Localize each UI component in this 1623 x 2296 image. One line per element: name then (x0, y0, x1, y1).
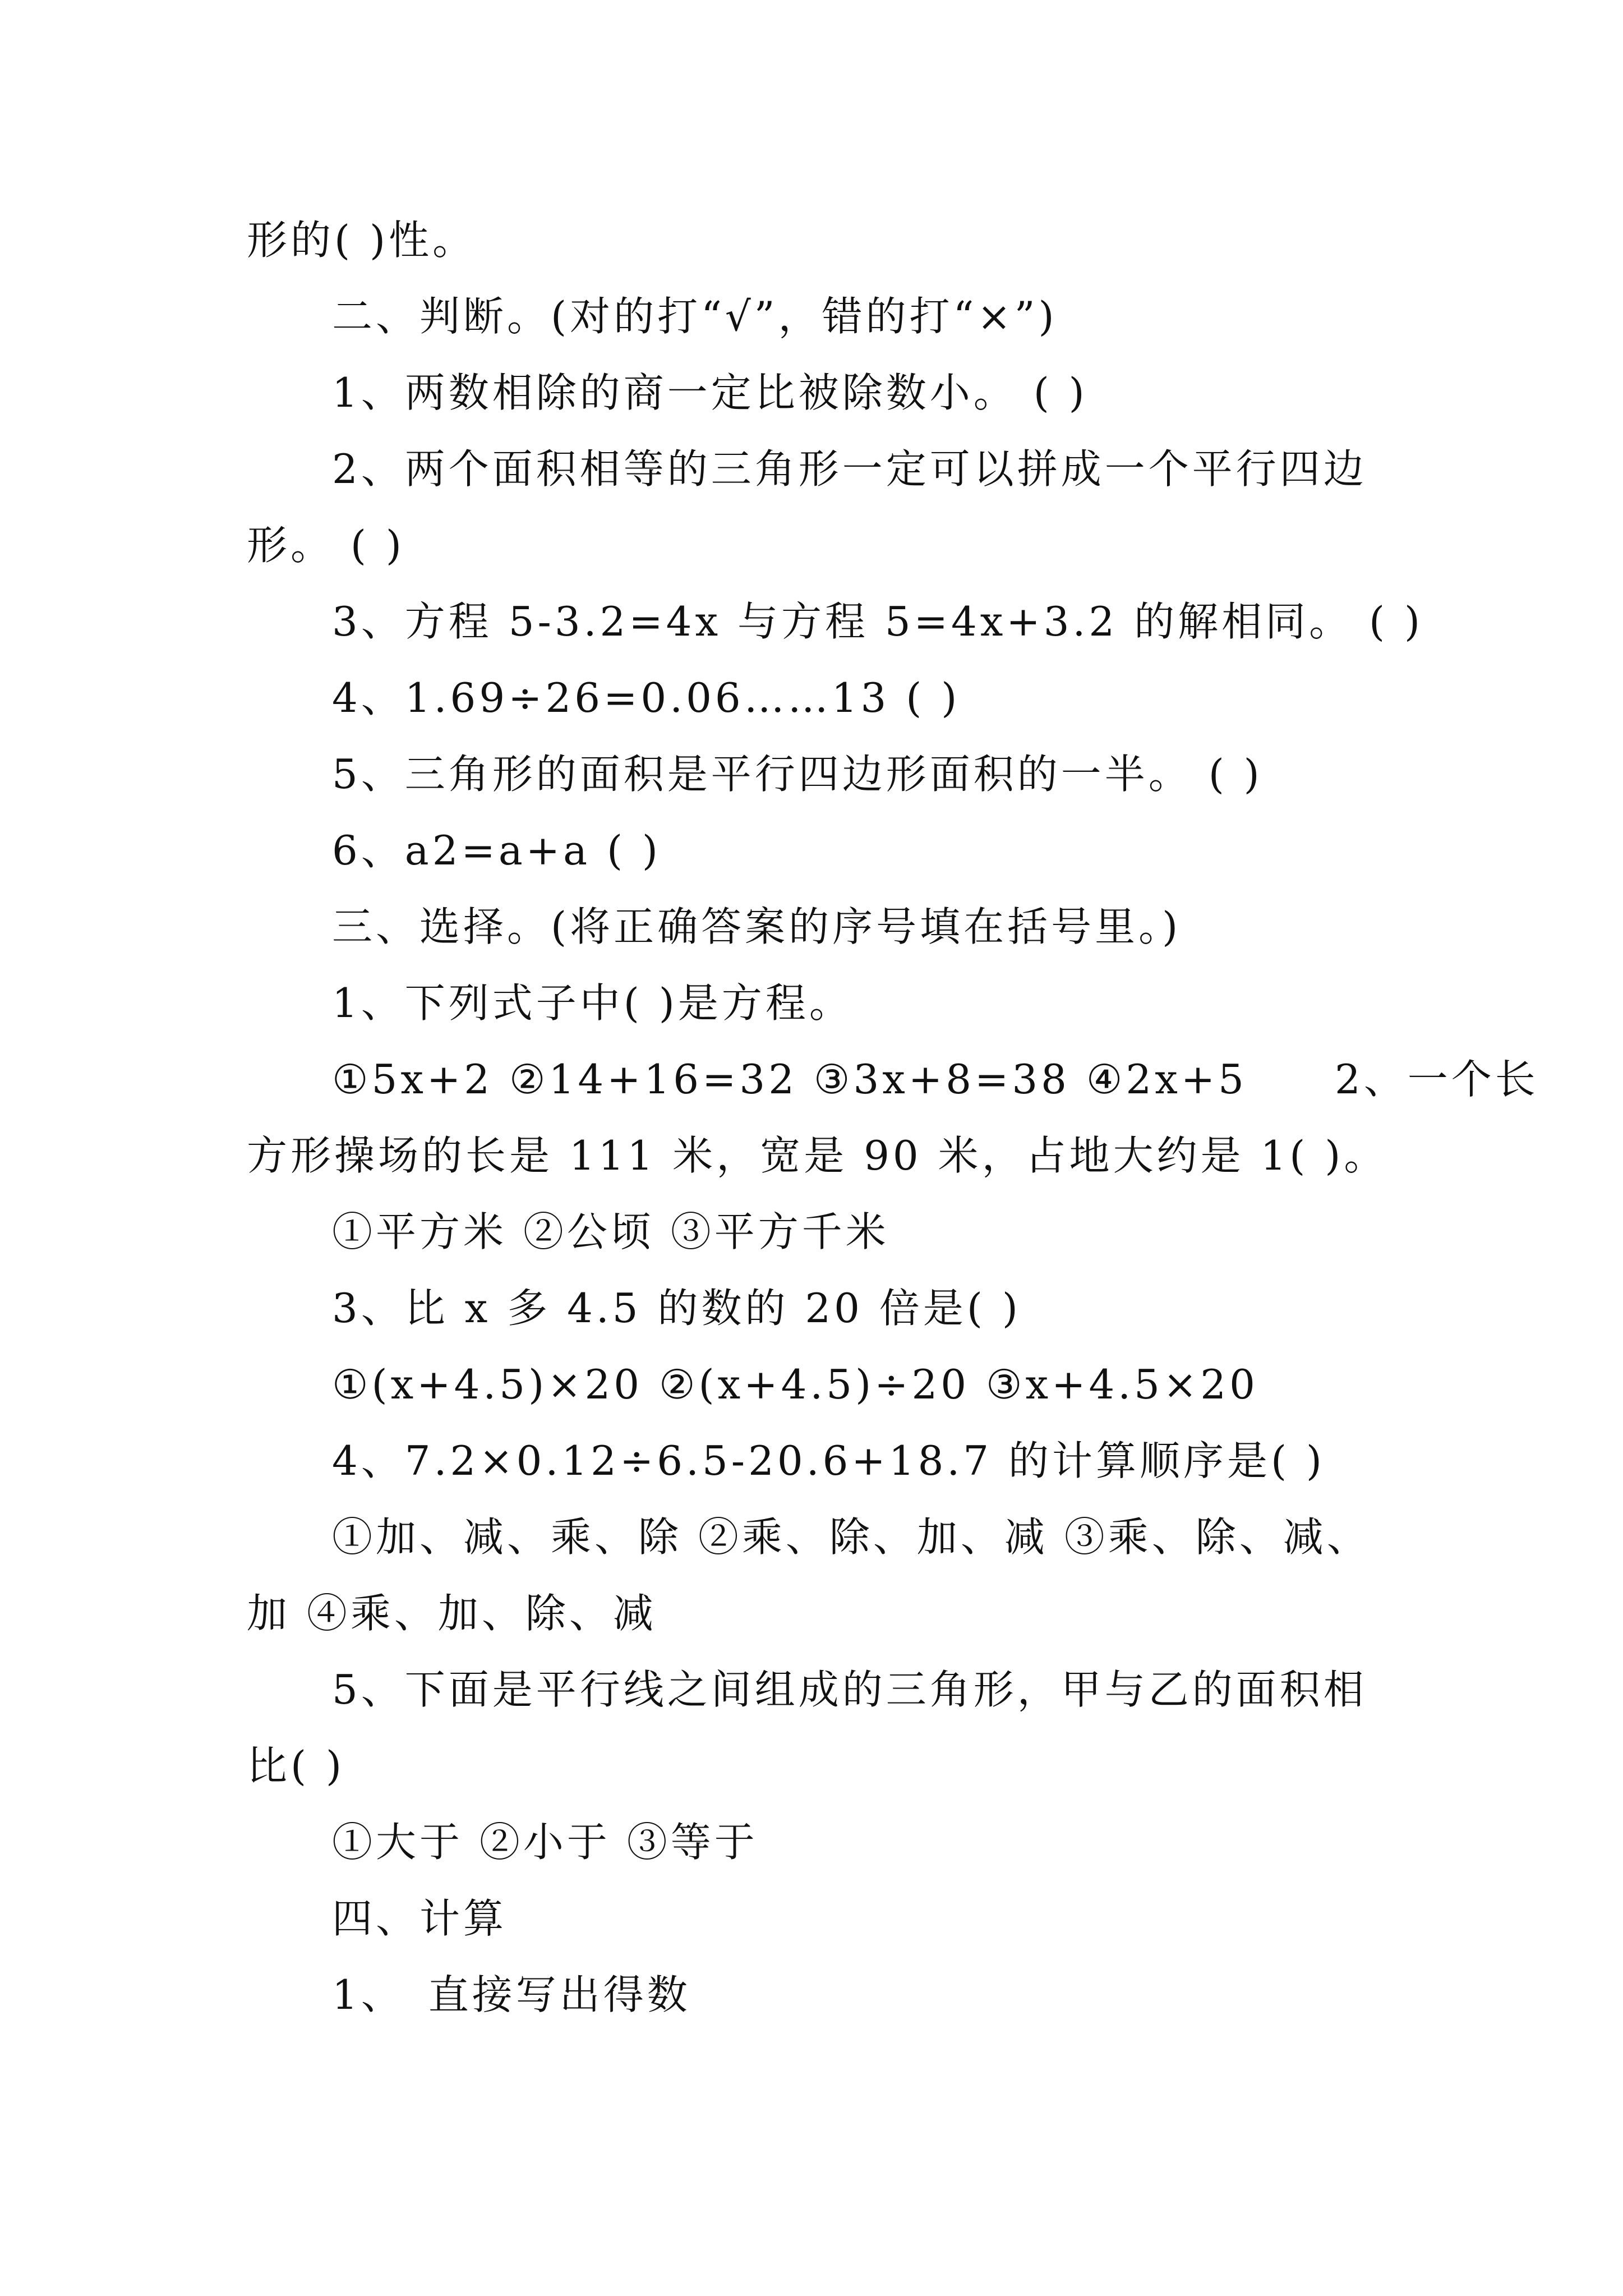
judgement-item-3: 3、方程 5-3.2=4x 与方程 5=4x+3.2 的解相同。 ( ) (332, 598, 1424, 645)
choice-item-4-options-continued: 加 ④乘、加、除、减 (247, 1590, 657, 1637)
choice-item-1: 1、下列式子中( )是方程。 (332, 979, 853, 1027)
text-line-1: 形的( )性。 (247, 217, 477, 264)
calculation-item-1: 1、 直接写出得数 (332, 1971, 691, 2018)
choice-item-3: 3、比 x 多 4.5 的数的 20 倍是( ) (332, 1285, 1021, 1332)
choice-item-5: 5、下面是平行线之间组成的三角形，甲与乙的面积相 (332, 1666, 1367, 1713)
judgement-item-2-continued: 形。 ( ) (247, 522, 405, 569)
judgement-item-5: 5、三角形的面积是平行四边形面积的一半。 ( ) (332, 751, 1263, 798)
choice-item-1-options: ①5x+2 ②14+16=32 ③3x+8=38 ④2x+5 2、一个长 (332, 1056, 1539, 1103)
choice-item-3-options: ①(x+4.5)×20 ②(x+4.5)÷20 ③x+4.5×20 (332, 1361, 1258, 1408)
section-heading-choice: 三、选择。(将正确答案的序号填在括号里。) (332, 903, 1182, 950)
choice-item-2-continued: 方形操场的长是 111 米，宽是 90 米，占地大约是 1( )。 (247, 1132, 1388, 1179)
section-heading-judgement: 二、判断。(对的打“√”，错的打“×”) (332, 293, 1058, 340)
choice-item-4-options: ①加、减、乘、除 ②乘、除、加、减 ③乘、除、减、 (332, 1513, 1371, 1561)
judgement-item-4: 4、1.69÷26=0.06……13 ( ) (332, 674, 961, 721)
choice-item-2-options: ①平方米 ②公顷 ③平方千米 (332, 1208, 889, 1255)
choice-item-5-continued: 比( ) (247, 1742, 345, 1789)
judgement-item-1: 1、两数相除的商一定比被除数小。 ( ) (332, 369, 1088, 416)
choice-item-4: 4、7.2×0.12÷6.5-20.6+18.7 的计算顺序是( ) (332, 1437, 1326, 1484)
judgement-item-6: 6、a2=a+a ( ) (332, 827, 662, 874)
section-heading-calculation: 四、计算 (332, 1895, 508, 1942)
judgement-item-2: 2、两个面积相等的三角形一定可以拼成一个平行四边 (332, 445, 1367, 493)
choice-item-5-options: ①大于 ②小于 ③等于 (332, 1819, 758, 1866)
